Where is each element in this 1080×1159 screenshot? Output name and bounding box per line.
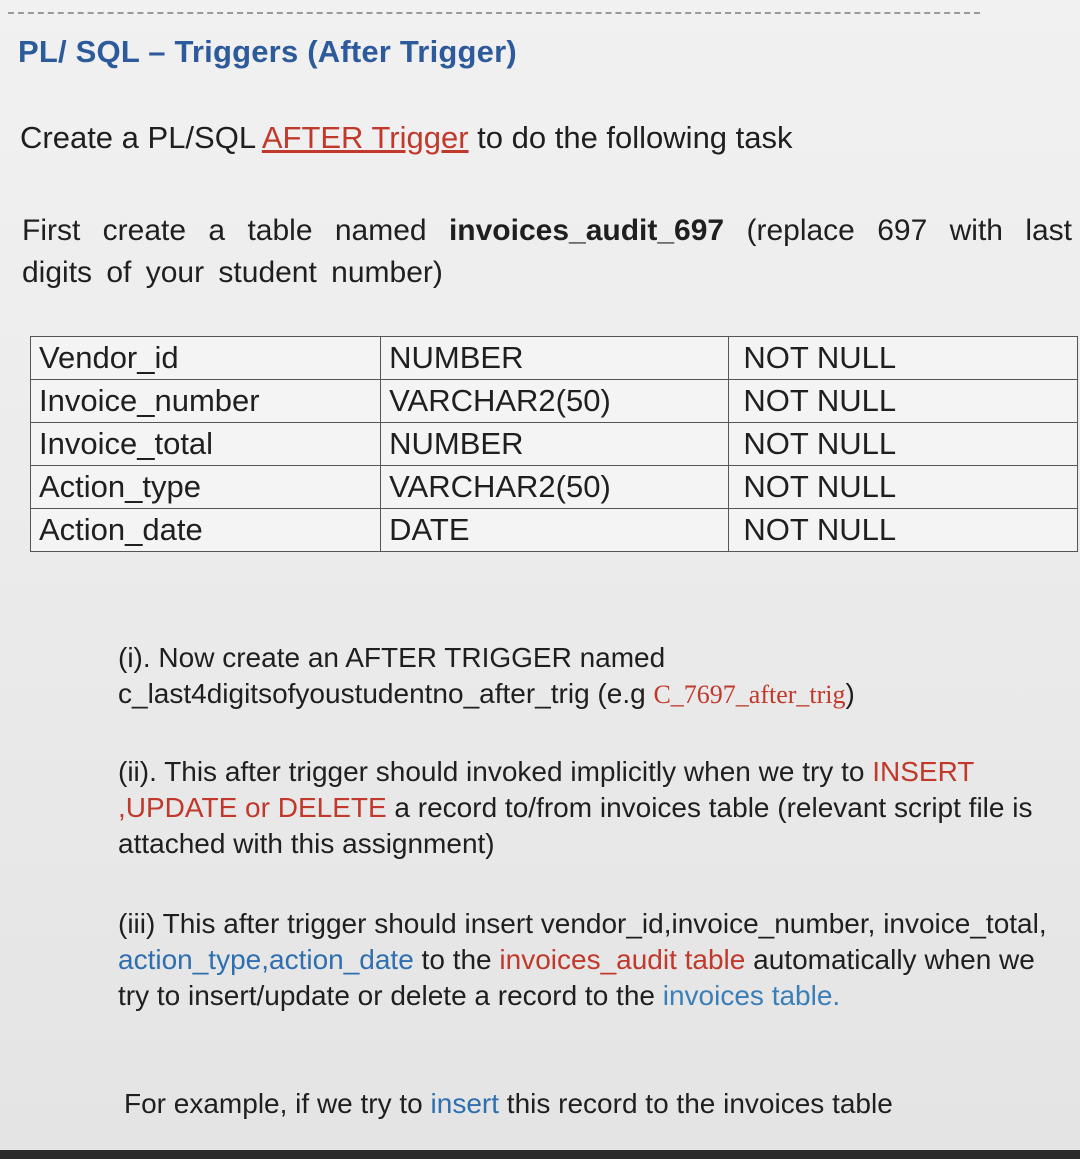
- column-constraint: NOT NULL: [729, 509, 1078, 552]
- column-name: Invoice_number: [31, 380, 381, 423]
- example-after: this record to the invoices table: [499, 1088, 893, 1119]
- table-row: [31, 509, 1078, 552]
- step-ii-before: (ii). This after trigger should invoked implicitly when we try to: [118, 756, 873, 787]
- action-columns: action_type,action_date: [118, 944, 414, 975]
- insert-keyword: insert: [430, 1088, 500, 1119]
- column-type: NUMBER: [381, 423, 729, 466]
- invoices-table-ref: invoices table.: [662, 980, 841, 1011]
- audit-table-name: invoices_audit_697: [448, 214, 725, 247]
- intro-text-after: to do the following task: [468, 120, 793, 155]
- table-instruction-after: (replace 697 with last digits of your student number): [22, 214, 1073, 289]
- table-row: [31, 380, 1078, 423]
- column-type: DATE: [381, 509, 729, 552]
- table-instruction: [22, 210, 1072, 294]
- step-ii-after: a record to/from invoices table (relevant script file is attached with this assignment): [118, 792, 1033, 859]
- column-type: VARCHAR2(50): [381, 380, 729, 423]
- intro-text-before: Create a PL/SQL: [20, 120, 262, 155]
- example-line: [124, 1086, 1064, 1122]
- column-name: Action_type: [31, 466, 381, 509]
- after-trigger-link[interactable]: AFTER Trigger: [261, 120, 469, 155]
- step-ii: [118, 754, 1058, 862]
- column-constraint: NOT NULL: [729, 466, 1078, 509]
- page-title: PL/ SQL – Triggers (After Trigger): [18, 34, 517, 69]
- bottom-edge: [0, 1150, 1080, 1159]
- example-before: For example, if we try to: [124, 1088, 431, 1119]
- column-constraint: NOT NULL: [729, 337, 1078, 380]
- table-row: [31, 337, 1078, 380]
- audit-table-schema: [30, 336, 1078, 552]
- column-type: VARCHAR2(50): [381, 466, 729, 509]
- audit-table-ref: invoices_audit table: [499, 944, 746, 975]
- step-i-line2-after: ): [845, 678, 855, 709]
- trigger-name-example: C_7697_after_trig: [653, 680, 846, 709]
- table-row: [31, 423, 1078, 466]
- column-constraint: NOT NULL: [729, 380, 1078, 423]
- step-i-line2: [118, 676, 1058, 713]
- column-name: Invoice_total: [31, 423, 381, 466]
- step-iii-before: (iii) This after trigger should insert vendor_id,invoice_number, invoice_total,: [118, 908, 1047, 939]
- step-i-line2-before: c_last4digitsofyoustudentno_after_trig (e.g: [118, 678, 654, 709]
- intro-line: [20, 120, 793, 156]
- column-name: Action_date: [31, 509, 381, 552]
- column-constraint: NOT NULL: [729, 423, 1078, 466]
- dml-operations: INSERT ,UPDATE or DELETE: [118, 756, 974, 823]
- step-iii-mid2: automatically when we try to insert/update or delete a record to the: [118, 944, 1035, 1011]
- step-iii: [118, 906, 1058, 1014]
- step-i-line1: (i). Now create an AFTER TRIGGER named: [118, 642, 666, 673]
- column-type: NUMBER: [381, 337, 729, 380]
- column-name: Vendor_id: [31, 337, 381, 380]
- table-instruction-before: First create a table named: [22, 214, 449, 247]
- step-i: [118, 640, 1058, 713]
- top-divider: [8, 12, 980, 14]
- step-iii-mid1: to the: [413, 944, 500, 975]
- table-row: [31, 466, 1078, 509]
